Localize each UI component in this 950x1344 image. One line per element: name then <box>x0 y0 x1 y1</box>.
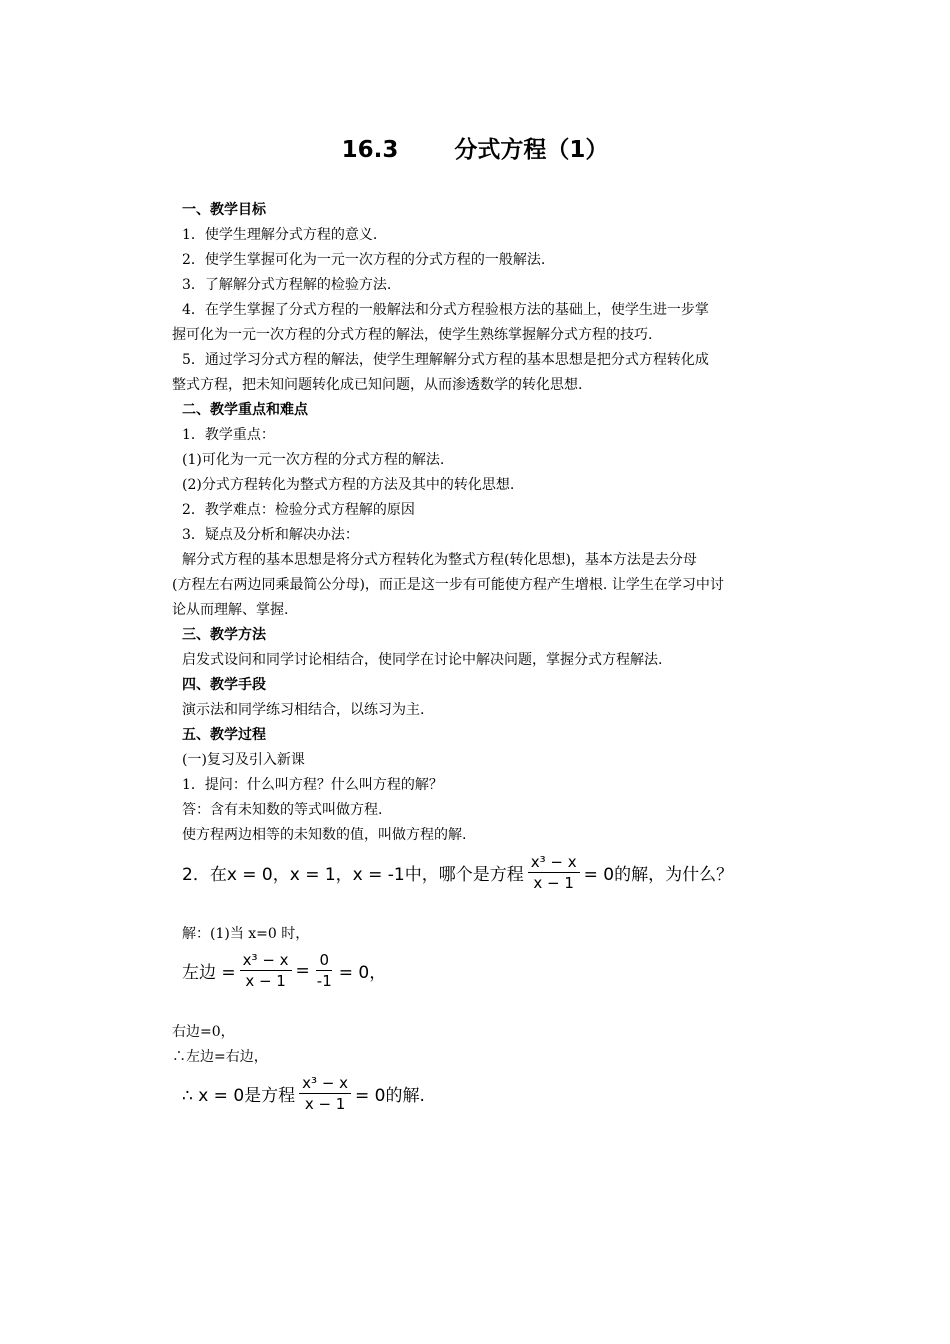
equals-sign: = <box>295 960 310 981</box>
fraction-denominator: x − 1 <box>533 874 574 892</box>
key-point-1: 1．教学重点： <box>182 427 275 443</box>
question-2-formula <box>182 852 733 893</box>
goal-3: 3．了解解分式方程解的检验方法. <box>182 277 392 293</box>
therefore-equal-text: ∴左边=右边， <box>172 1049 268 1065</box>
goal-1: 1．使学生理解分式方程的意义. <box>182 227 378 243</box>
equals-zero: = 0， <box>338 963 387 983</box>
key-point-1a: (1)可化为一元一次方程的分式方程的解法. <box>182 452 445 468</box>
left-side-formula <box>182 950 386 991</box>
key-point-3-line3: 论从而理解、掌握. <box>172 602 289 618</box>
fraction <box>240 950 292 991</box>
title-text: 分式方程（1） <box>454 137 609 163</box>
fraction-numerator: x³ − x <box>240 950 292 971</box>
goal-4-line1: 4．在学生掌握了分式方程的一般解法和分式方程验根方法的基础上，使学生进一步掌 <box>182 302 709 318</box>
fraction-numerator: x³ − x <box>299 1073 351 1094</box>
fraction <box>299 1073 351 1114</box>
key-point-2: 2．教学难点：检验分式方程解的原因 <box>182 502 415 518</box>
heading-teaching-method: 三、教学方法 <box>182 627 266 643</box>
conclusion-suffix: = 0的解. <box>355 1086 425 1106</box>
conclusion-formula <box>182 1073 425 1114</box>
right-side-text: 右边=0， <box>172 1024 235 1040</box>
left-side-label: 左边 = <box>182 963 236 983</box>
heading-key-points: 二、教学重点和难点 <box>182 402 308 418</box>
fraction-denominator: x − 1 <box>304 1095 346 1113</box>
process-intro: (一)复习及引入新课 <box>182 752 305 768</box>
goal-5-line2: 整式方程，把未知问题转化成已知问题，从而渗透数学的转化思想. <box>172 377 583 393</box>
key-point-3-line2: (方程左右两边同乘最简公分母)，而正是这一步有可能使方程产生增根. 让学生在学习中讨 <box>172 577 724 593</box>
solution-intro: 解：(1)当 x=0 时， <box>182 926 310 942</box>
conclusion-prefix: ∴ x = 0是方程 <box>182 1086 296 1106</box>
key-point-3-line1: 解分式方程的基本思想是将分式方程转化为整式方程(转化思想)，基本方法是去分母 <box>182 552 697 568</box>
teaching-means-text: 演示法和同学练习相结合，以练习为主. <box>182 702 425 718</box>
heading-teaching-process: 五、教学过程 <box>182 727 266 743</box>
teaching-method-text: 启发式设问和同学讨论相结合，使同学在讨论中解决问题，掌握分式方程解法. <box>182 652 663 668</box>
section-number: 16.3 <box>341 137 399 163</box>
goal-2: 2．使学生掌握可化为一元一次方程的分式方程的一般解法. <box>182 252 546 268</box>
fraction-numerator: x³ − x <box>528 852 580 873</box>
page-title <box>0 134 950 166</box>
fraction-denominator: x − 1 <box>245 972 286 990</box>
fraction <box>528 852 580 893</box>
heading-teaching-goals: 一、教学目标 <box>182 202 266 218</box>
question-2-suffix: = 0的解，为什么？ <box>583 865 734 885</box>
goal-4-line2: 握可化为一元一次方程的分式方程的解法，使学生熟练掌握解分式方程的技巧. <box>172 327 653 343</box>
process-answer-1: 答：含有未知数的等式叫做方程. <box>182 802 383 818</box>
heading-teaching-means: 四、教学手段 <box>182 677 266 693</box>
zero-fraction-numerator: 0 <box>316 950 332 971</box>
process-answer-2: 使方程两边相等的未知数的值，叫做方程的解. <box>182 827 467 843</box>
key-point-3: 3．疑点及分析和解决办法： <box>182 527 359 543</box>
zero-fraction-denominator: -1 <box>316 972 332 990</box>
question-2-prefix: 2．在x = 0，x = 1，x = -1中，哪个是方程 <box>182 865 524 885</box>
key-point-1b: (2)分式方程转化为整式方程的方法及其中的转化思想. <box>182 477 515 493</box>
zero-fraction <box>314 950 335 991</box>
process-question-1: 1．提问：什么叫方程？什么叫方程的解？ <box>182 777 443 793</box>
goal-5-line1: 5．通过学习分式方程的解法，使学生理解解分式方程的基本思想是把分式方程转化成 <box>182 352 709 368</box>
